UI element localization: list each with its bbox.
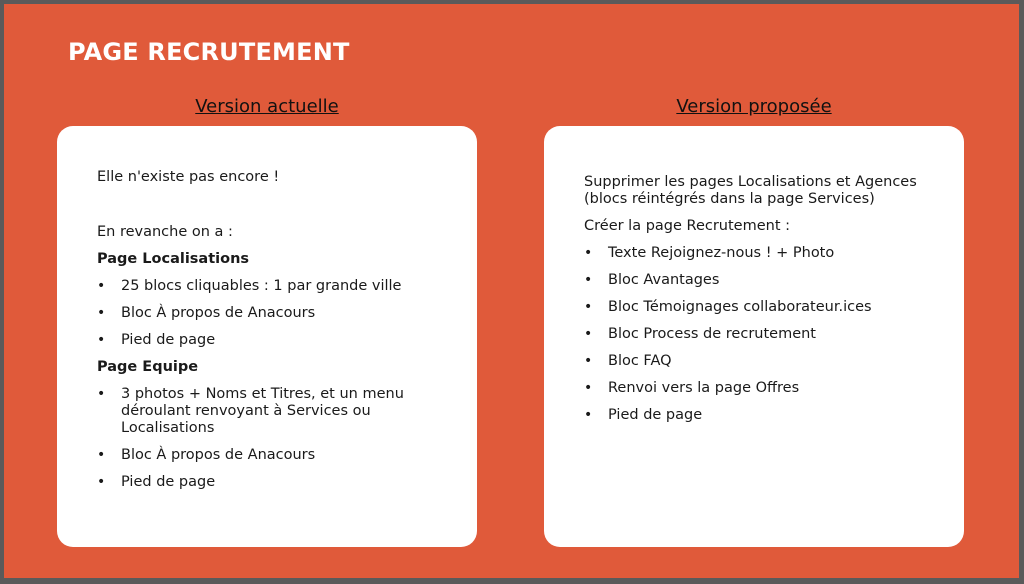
bullet-icon: •	[584, 326, 593, 342]
list-item: • Texte Rejoignez-nous ! + Photo	[584, 245, 835, 261]
bullet-icon: •	[584, 380, 593, 396]
list-item: • 3 photos + Noms et Titres, et un menu déroulant renvoyant à Services ou Localisations	[97, 386, 404, 436]
bullet-icon: •	[97, 474, 106, 490]
bullet-icon: •	[584, 272, 593, 288]
bullet-icon: •	[97, 305, 106, 321]
section-title-localisations: Page Localisations	[97, 251, 250, 267]
transition-text: En revanche on a :	[97, 224, 233, 240]
proposed-version-heading: Version proposée	[676, 96, 832, 117]
list-item: • Bloc Avantages	[584, 272, 720, 288]
bullet-icon: •	[584, 407, 593, 423]
bullet-icon: •	[584, 353, 593, 369]
list-item: • Bloc Témoignages collaborateur.ices	[584, 299, 872, 315]
list-item: • Pied de page	[97, 474, 216, 490]
list-item: • Bloc À propos de Anacours	[97, 447, 316, 463]
list-item: • Pied de page	[97, 332, 216, 348]
slide	[4, 4, 1019, 578]
proposed-version-card	[544, 126, 964, 547]
intro-text: Elle n'existe pas encore !	[97, 169, 280, 185]
current-version-heading: Version actuelle	[195, 96, 339, 117]
list-item: • Bloc À propos de Anacours	[97, 305, 316, 321]
localisations-list	[97, 278, 447, 349]
bullet-icon: •	[97, 447, 106, 463]
bullet-icon: •	[97, 332, 106, 348]
current-version-card	[57, 126, 477, 547]
bullet-icon: •	[97, 278, 106, 294]
bullet-icon: •	[97, 386, 106, 402]
section-title-equipe: Page Equipe	[97, 359, 199, 375]
list-item: • 25 blocs cliquables : 1 par grande ville	[97, 278, 402, 294]
bullet-icon: •	[584, 245, 593, 261]
equipe-list	[97, 386, 447, 491]
recrutement-list	[584, 245, 934, 424]
slide-title: PAGE RECRUTEMENT	[68, 38, 350, 66]
list-item: • Bloc FAQ	[584, 353, 672, 369]
proposal-subheading: Créer la page Recrutement :	[584, 218, 791, 234]
list-item: • Renvoi vers la page Offres	[584, 380, 800, 396]
list-item: • Pied de page	[584, 407, 703, 423]
list-item: • Bloc Process de recrutement	[584, 326, 816, 342]
bullet-icon: •	[584, 299, 593, 315]
proposal-paragraph: Supprimer les pages Localisations et Agences (blocs réintégrés dans la page Services)	[584, 174, 917, 207]
